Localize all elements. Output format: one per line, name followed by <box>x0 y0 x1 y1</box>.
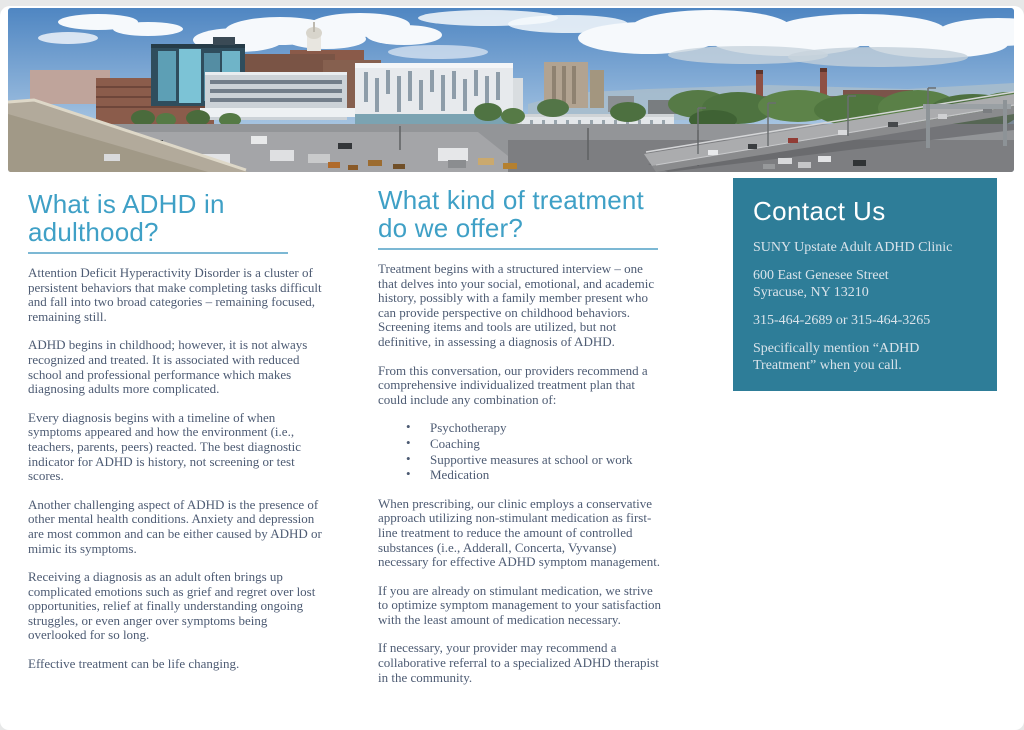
address-line: 600 East Genesee Street <box>753 268 889 283</box>
list-item <box>378 450 664 468</box>
heading-underline <box>28 252 288 254</box>
paragraph: If necessary, your provider may recommend a collaborative referral to a specialized ADHD therapist in the community. <box>378 640 659 685</box>
contact-note: Specifically mention “ADHD Treatment” when you call. <box>753 341 920 373</box>
paragraph: Another challenging aspect of ADHD is the presence of other mental health conditions. Anxiety and depression are most common and can be either caused by ADHD or mimic its symptoms. <box>28 496 322 556</box>
list-item-label: Coaching <box>430 435 480 451</box>
bullet-icon: • <box>406 434 411 450</box>
contact-clinic-name: SUNY Upstate Adult ADHD Clinic <box>753 240 953 255</box>
heading-line: adulthood? <box>28 217 159 247</box>
section-heading <box>28 190 322 246</box>
paragraph: From this conversation, our providers recommend a comprehensive individualized treatment plan that could include any combination of: <box>378 362 648 407</box>
treatment-options-list <box>378 421 664 482</box>
list-item <box>378 434 664 452</box>
paragraph: Attention Deficit Hyperactivity Disorder is a cluster of persistent behaviors that make completing tasks difficult and fall into two broad categories – remaining focused, remaining still. <box>28 265 322 324</box>
heading-line: What is ADHD in <box>28 189 225 219</box>
paragraph: Receiving a diagnosis as an adult often brings up complicated emotions such as grief and regret over lost opportunities, relief at finally understanding ongoing struggles, or even anger over symptoms being overlooked for so long. <box>28 569 316 643</box>
list-item-label: Supportive measures at school or work <box>430 451 633 467</box>
list-item <box>378 421 664 436</box>
contact-us-panel <box>733 178 997 391</box>
contact-address <box>753 267 977 301</box>
hero-photo-illustration <box>8 8 1014 172</box>
paragraph: ADHD begins in childhood; however, it is not always recognized and treated. It is associated with reduced school and professional performance which makes diagnosing adults more complicated. <box>28 337 308 397</box>
list-item-label: Psychotherapy <box>430 420 507 436</box>
paragraph: Treatment begins with a structured interview – one that delves into your social, emotional, and academic history, possibly with a family member present who can provide perspective on childhood behaviors. Screening items and tools are utilized, but not definitive, in assessing a diagnosis of ADHD. <box>378 261 655 349</box>
heading-line: What kind of treatment <box>378 185 644 215</box>
brochure-page <box>0 6 1024 730</box>
bullet-icon: • <box>406 466 411 482</box>
bullet-icon: • <box>406 450 411 466</box>
heading-underline <box>378 248 658 250</box>
paragraph: When prescribing, our clinic employs a conservative approach utilizing non-stimulant medication as first-line treatment to reduce the amount of controlled substances (i.e., Adderall, Concerta, Vyvanse) necessary for effective ADHD symptom management. <box>378 495 661 570</box>
contact-phones: 315-464-2689 or 315-464-3265 <box>753 313 931 328</box>
column-treatment-offer <box>378 186 664 699</box>
address-line: Syracuse, NY 13210 <box>753 285 869 300</box>
list-item-label: Medication <box>430 467 490 483</box>
paragraph: If you are already on stimulant medication, we strive to optimize symptom management to your satisfaction with the least amount of medication necessary. <box>378 582 662 627</box>
heading-line: do we offer? <box>378 213 524 243</box>
paragraph: Effective treatment can be life changing. <box>28 656 240 672</box>
list-item <box>378 468 664 483</box>
paragraph: Every diagnosis begins with a timeline of when symptoms appeared and how the environment (i.e., teachers, parents, peers) reacted. The best diagnostic indicator for ADHD is history, not screening or test scores. <box>28 409 301 484</box>
section-heading <box>378 186 664 242</box>
hero-photo <box>8 8 1014 172</box>
contact-heading: Contact Us <box>753 196 886 226</box>
column-adhd-adulthood <box>28 190 322 686</box>
bullet-icon: • <box>406 419 411 435</box>
